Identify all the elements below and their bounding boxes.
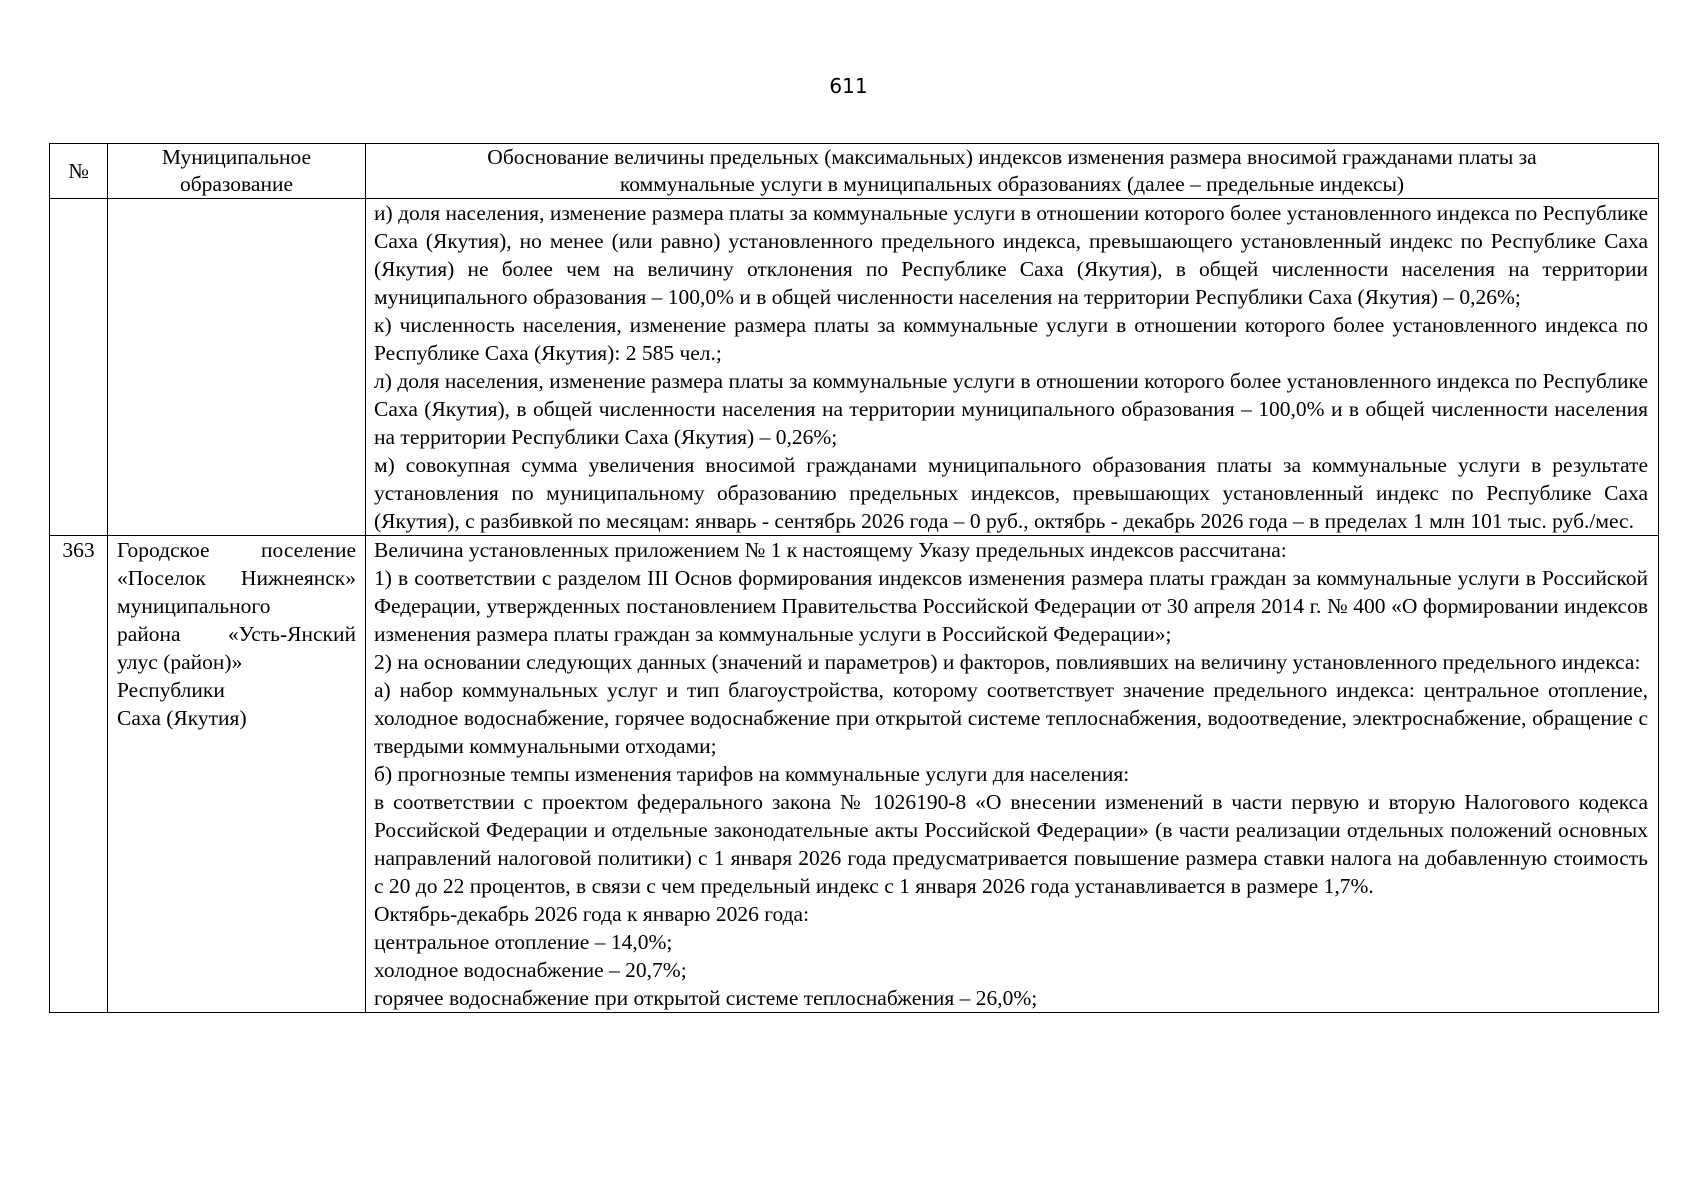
header-municipality bbox=[108, 144, 366, 199]
paragraph: к) численность населения, изменение размера платы за коммунальные услуги в отношении которого более установленного индекса по Республике Саха (Якутия): 2 585 чел.; bbox=[374, 313, 1648, 365]
paragraph: холодное водоснабжение – 20,7%; bbox=[374, 958, 687, 982]
paragraph: и) доля населения, изменение размера платы за коммунальные услуги в отношении которого более установленного индекса по Республике Саха (Якутия), но менее (или равно) установленного предельного индекса, превышающего установленный индекс по Республике Саха (Якутия) не более чем на величину отклонения по Республике Саха (Якутия), в общей численности населения на территории муниципального образования – 100,0% и в общей численности населения на территории Республики Саха (Якутия) – 0,26%; bbox=[374, 201, 1648, 309]
municipality-line: улус (район)» bbox=[117, 650, 243, 674]
header-municipality-text: Муниципальное образование bbox=[161, 145, 312, 196]
paragraph: горячее водоснабжение при открытой системе теплоснабжения – 26,0%; bbox=[374, 986, 1038, 1010]
municipality-line: муниципального bbox=[117, 594, 271, 618]
paragraph: 2) на основании следующих данных (значений и параметров) и факторов, повлиявших на величину установленного предельного индекса: bbox=[374, 650, 1641, 674]
table-row bbox=[50, 199, 1659, 536]
paragraph: Октябрь-декабрь 2026 года к январю 2026 года: bbox=[374, 902, 810, 926]
paragraph: а) набор коммунальных услуг и тип благоустройства, которому соответствует значение предельного индекса: центральное отопление, холодное водоснабжение, горячее водоснабжение при открытой системе теплоснабжения, водоотведение, электроснабжение, обращение с твердыми коммунальными отходами; bbox=[374, 678, 1648, 758]
header-justification-text: Обоснование величины предельных (максимальных) индексов изменения размера вносимой гражданами платы за коммунальные услуги в муниципальных образованиях (далее – предельные индексы) bbox=[487, 145, 1537, 196]
paragraph: б) прогнозные темпы изменения тарифов на коммунальные услуги для населения: bbox=[374, 762, 1130, 786]
indices-table bbox=[49, 143, 1659, 1013]
row-municipality bbox=[108, 536, 366, 1013]
paragraph: в соответствии с проектом федерального закона № 1026190-8 «О внесении изменений в части первую и вторую Налогового кодекса Российской Федерации и отдельные законодательные акты Российской Федерации» (в части реализации отдельных положений основных направлений налоговой политики) с 1 января 2026 года предусматривается повышение размера ставки налога на добавленную стоимость с 20 до 22 процентов, в связи с чем предельный индекс с 1 января 2026 года устанавливается в размере 1,7%. bbox=[374, 790, 1648, 898]
paragraph: м) совокупная сумма увеличения вносимой гражданами муниципального образования платы за коммунальные услуги в результате установления по муниципальному образованию предельных индексов, превышающих установленный индекс по Республике Саха (Якутия), с разбивкой по месяцам: январь - сентябрь 2026 года – 0 руб., октябрь - декабрь 2026 года – в пределах 1 млн 101 тыс. руб./мес. bbox=[374, 453, 1648, 533]
row-justification bbox=[366, 199, 1659, 536]
row-number bbox=[50, 199, 108, 536]
table-row bbox=[50, 536, 1659, 1013]
municipality-line: Саха (Якутия) bbox=[117, 706, 247, 730]
page-number: 611 bbox=[829, 74, 868, 98]
table-header-row bbox=[50, 144, 1659, 199]
row-municipality bbox=[108, 199, 366, 536]
municipality-line: «Поселок Нижнеянск» bbox=[117, 566, 356, 590]
header-number: № bbox=[50, 144, 108, 199]
header-justification bbox=[366, 144, 1659, 199]
municipality-line: Республики bbox=[117, 678, 225, 702]
municipality-line: Городское поселение bbox=[117, 538, 356, 562]
paragraph: Величина установленных приложением № 1 к настоящему Указу предельных индексов рассчитана: bbox=[374, 538, 1287, 562]
paragraph: л) доля населения, изменение размера платы за коммунальные услуги в отношении которого более установленного индекса по Республике Саха (Якутия), в общей численности населения на территории муниципального образования – 100,0% и в общей численности населения на территории Республики Саха (Якутия) – 0,26%; bbox=[374, 369, 1648, 449]
paragraph: центральное отопление – 14,0%; bbox=[374, 930, 673, 954]
municipality-line: района «Усть-Янский bbox=[117, 622, 356, 646]
paragraph: 1) в соответствии с разделом III Основ формирования индексов изменения размера платы граждан за коммунальные услуги в Российской Федерации, утвержденных постановлением Правительства Российской Федерации от 30 апреля 2014 г. № 400 «О формировании индексов изменения размера платы граждан за коммунальные услуги в Российской Федерации»; bbox=[374, 566, 1648, 646]
row-number: 363 bbox=[50, 536, 108, 1013]
row-justification bbox=[366, 536, 1659, 1013]
